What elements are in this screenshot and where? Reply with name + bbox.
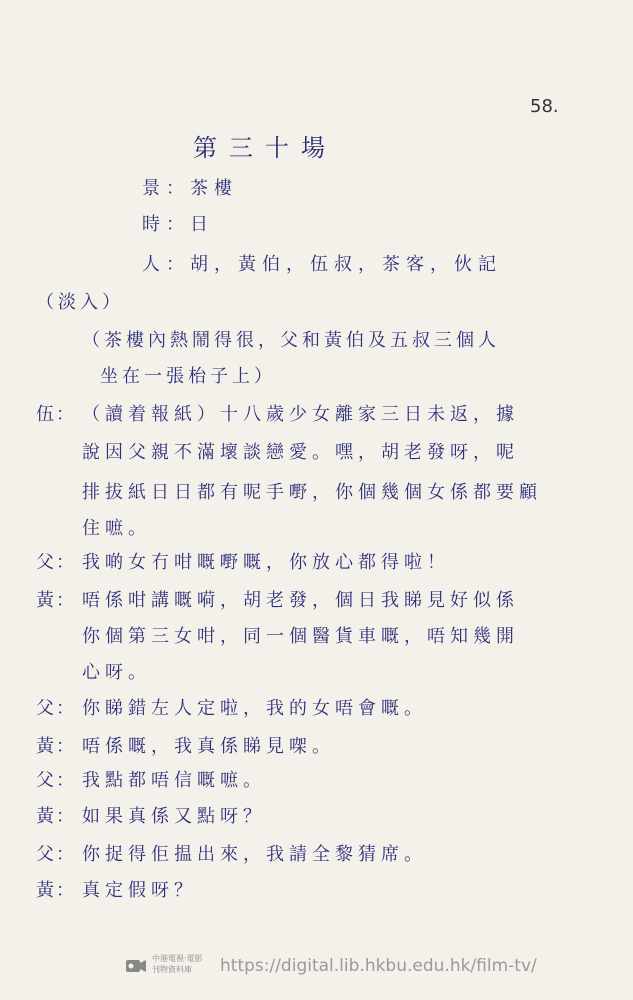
line-text: 如果真係又點呀？ — [82, 806, 266, 827]
line-text: 唔係嘅，我真係睇見㗎。 — [82, 736, 335, 757]
line-text: 你個第三女咁，同一個醫貨車嘅，唔知幾開 — [82, 626, 519, 647]
speaker-label: 黃： — [36, 736, 76, 757]
stage-direction-line: 坐在一張枱子上） — [100, 366, 276, 387]
dialogue-line — [36, 876, 197, 902]
dialogue-line — [36, 694, 427, 720]
dialogue-line — [36, 802, 266, 828]
dialogue-line — [36, 400, 519, 426]
line-text: 說因父親不滿壞談戀愛。嘿，胡老發呀，呢 — [82, 442, 519, 463]
archive-logo-text — [152, 953, 203, 975]
logo-text-line: 中港電視‧電影 — [152, 954, 203, 963]
speaker-label: 父： — [36, 844, 76, 865]
speaker-label: 黃： — [36, 590, 76, 611]
line-text: （讀着報紙）十八歲少女離家三日未返，據 — [82, 404, 519, 425]
scene-characters: 人：胡，黃伯，伍叔，茶客，伙記 — [142, 254, 502, 275]
archive-watermark — [124, 950, 544, 984]
line-text: 你捉得佢揾出來，我請全黎猜席。 — [82, 844, 427, 865]
dialogue-line — [36, 732, 335, 758]
dialogue-line — [36, 766, 266, 792]
page-number: 58. — [530, 96, 559, 117]
scene-title: 第三十場 — [193, 134, 337, 162]
line-text: 你睇錯左人定啦，我的女唔會嘅。 — [82, 698, 427, 719]
speaker-label: 伍： — [36, 404, 76, 425]
speaker-label: 黃： — [36, 880, 76, 901]
dialogue-line — [36, 840, 427, 866]
line-text: 排拔紙日日都有呢手嘢，你個幾個女係都要顧 — [82, 482, 542, 503]
archive-url: https://digital.lib.hkbu.edu.hk/film-tv/ — [220, 956, 537, 976]
scene-location: 景：茶樓 — [142, 178, 238, 199]
line-text: 住嗻。 — [82, 518, 151, 539]
line-text: 我點都唔信嘅嗻。 — [82, 770, 266, 791]
line-text: 唔係咁講嘅嗬，胡老發，個日我睇見好似係 — [82, 590, 519, 611]
speaker-label: 父： — [36, 698, 76, 719]
scene-time: 時：日 — [142, 214, 214, 235]
speaker-label: 父： — [36, 770, 76, 791]
line-text: 心呀。 — [82, 662, 151, 683]
line-text: 真定假呀？ — [82, 880, 197, 901]
archive-logo-icon — [124, 954, 148, 978]
speaker-label: 父： — [36, 552, 76, 573]
speaker-label: 黃： — [36, 806, 76, 827]
dialogue-line — [36, 548, 450, 574]
line-text: 我啲女冇咁嘅嘢嘅，你放心都得啦！ — [82, 552, 450, 573]
dialogue-line — [36, 586, 519, 612]
logo-text-line: 刊物資料庫 — [152, 965, 192, 974]
stage-direction-line: （茶樓內熱鬧得很，父和黃伯及五叔三個人 — [82, 330, 500, 351]
stage-direction-fade-in: （淡入） — [36, 292, 124, 313]
